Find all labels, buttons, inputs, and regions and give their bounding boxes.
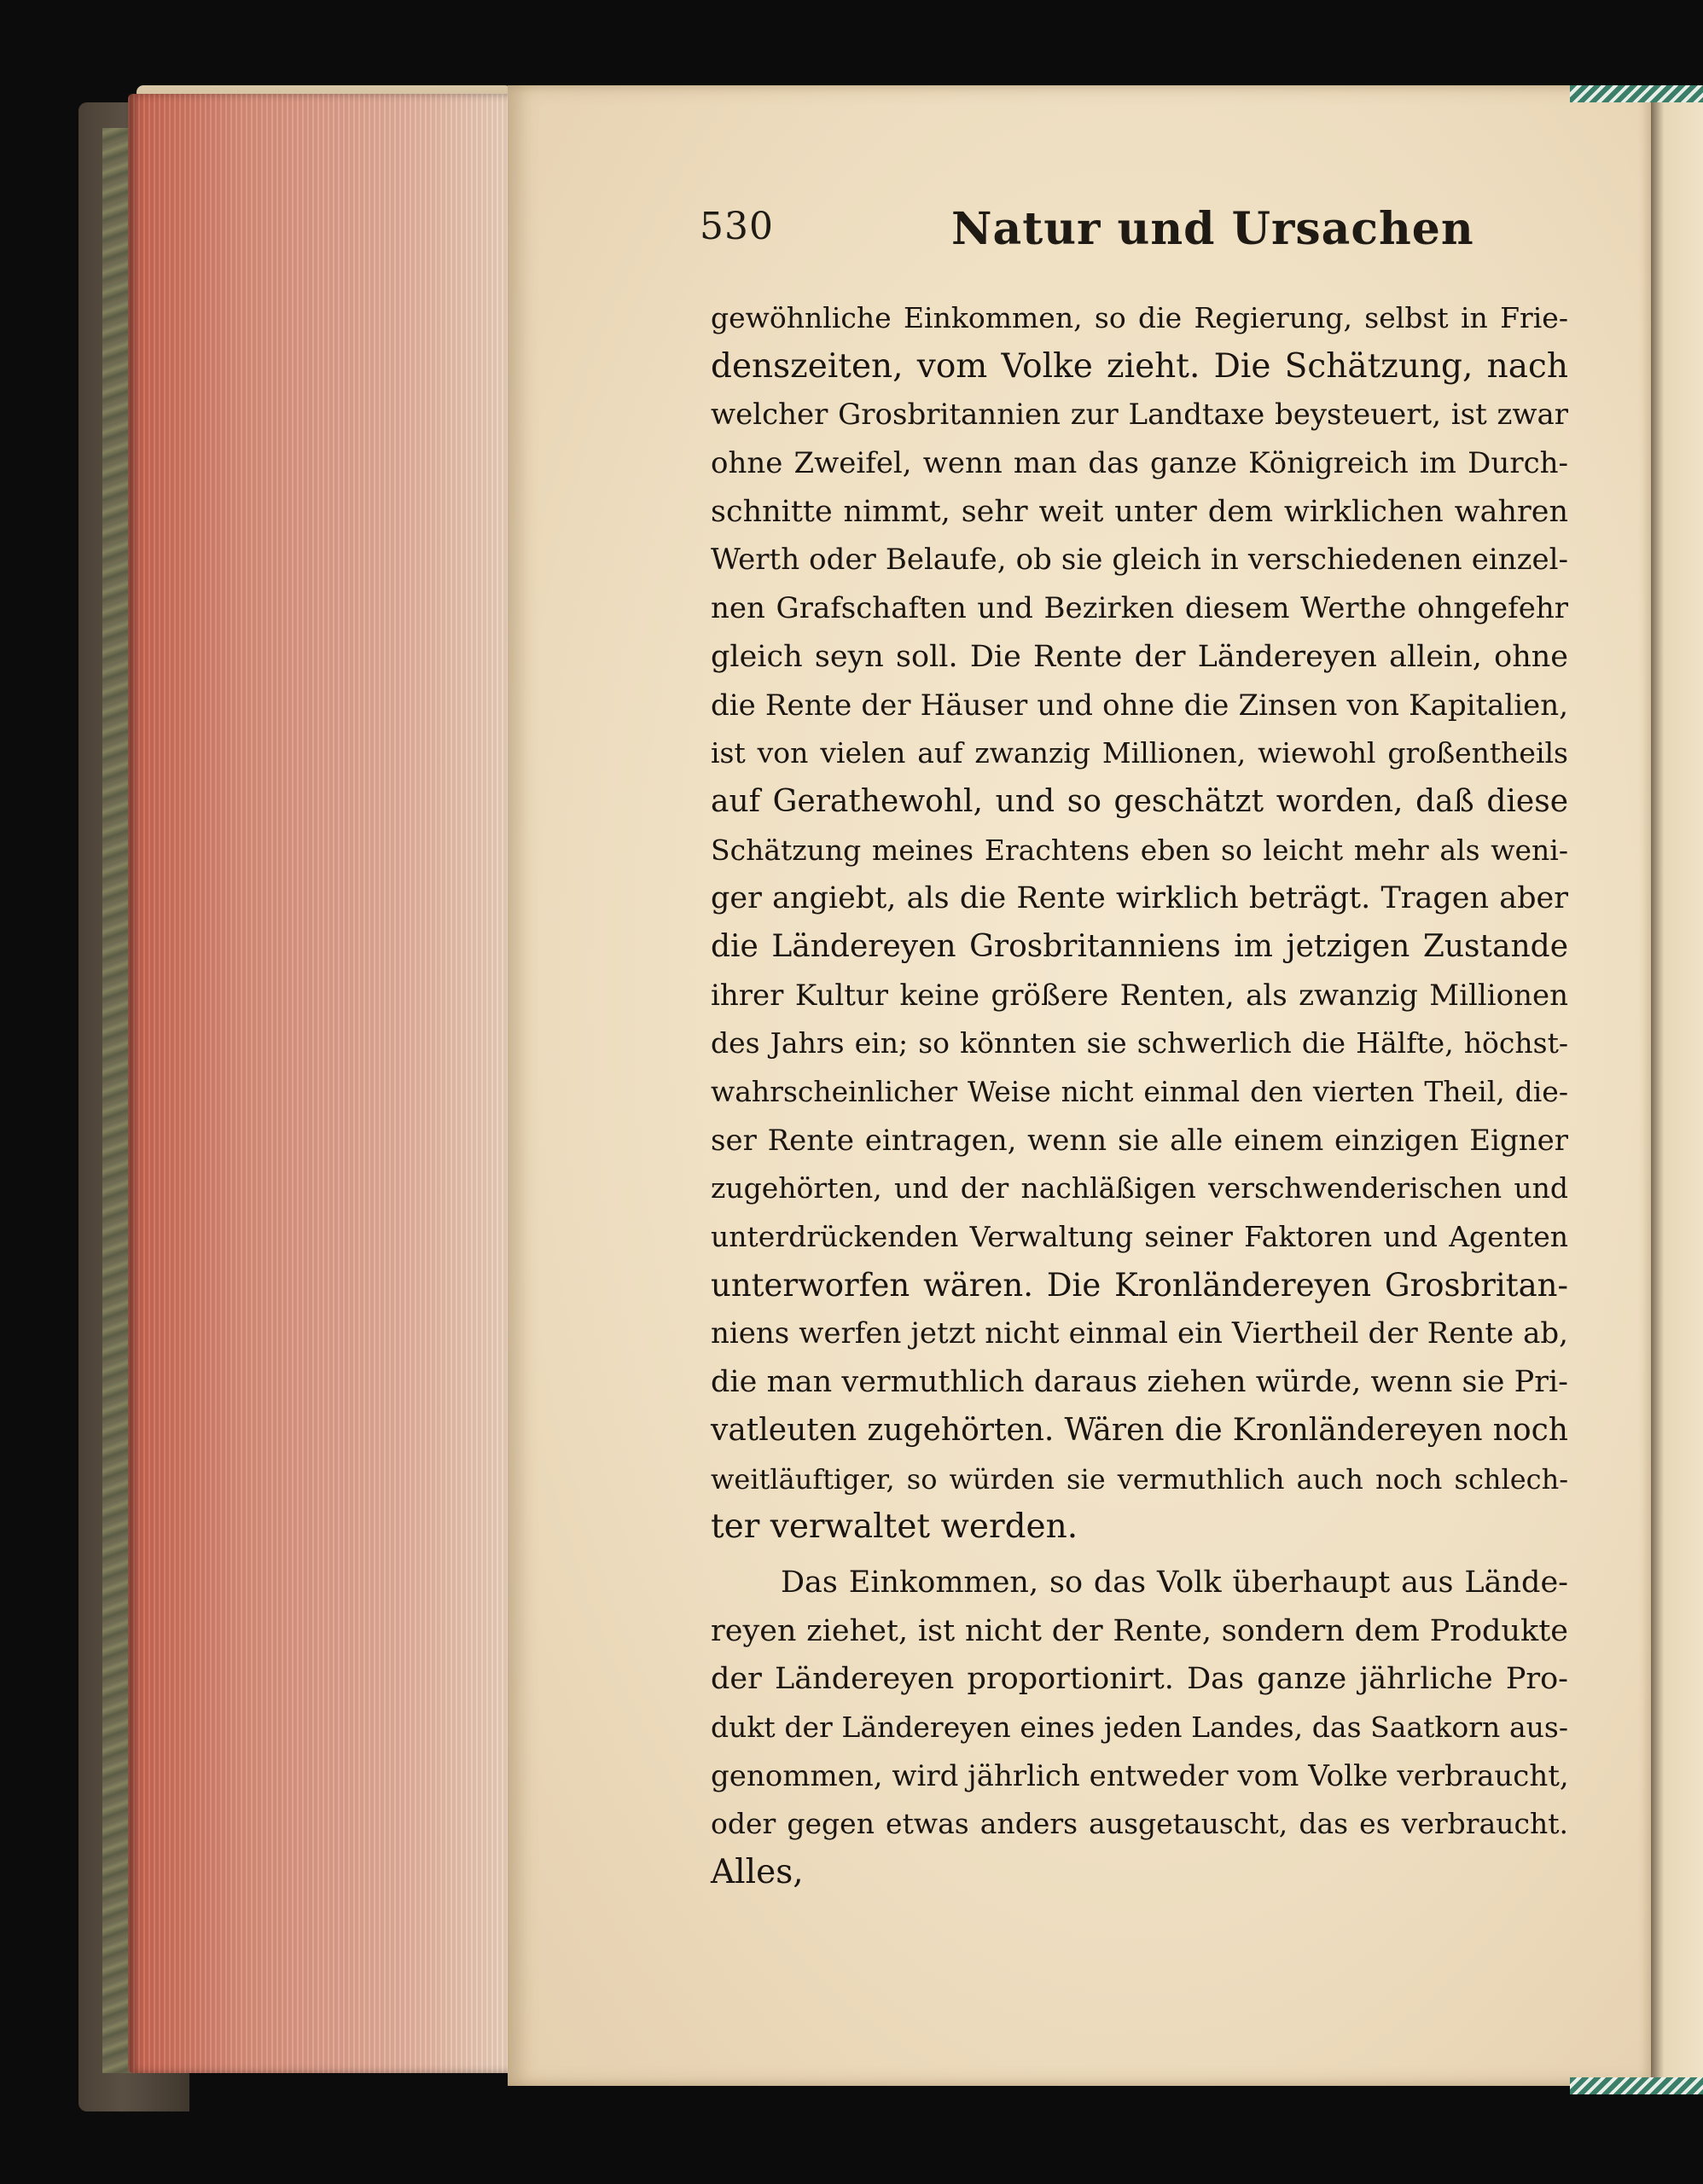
text-line: die man vermuthlich daraus ziehen würde, wenn sie Pri- <box>711 1365 1568 1400</box>
text-line: ser Rente eintragen, wenn sie alle einem einzigen Eigner <box>711 1123 1568 1158</box>
text-line: weitläuftiger, so würden sie vermuthlich auch noch schlech- <box>711 1462 1568 1496</box>
body-text <box>711 294 1568 1897</box>
text-line: wahrscheinlicher Weise nicht einmal den vierten Theil, die- <box>711 1075 1568 1108</box>
running-title: Natur und Ursachen <box>951 203 1474 255</box>
text-line: gleich seyn soll. Die Rente der Ländereyen allein, ohne <box>711 639 1568 674</box>
text-line: die Ländereyen Grosbritanniens im jetzigen Zustande <box>711 928 1568 964</box>
text-line: denszeiten, vom Volke zieht. Die Schätzung, nach <box>711 346 1568 386</box>
text-line: Schätzung meines Erachtens eben so leicht mehr als weni- <box>711 833 1568 867</box>
text-line: auf Gerathewohl, und so geschätzt worden, daß diese <box>711 783 1568 819</box>
text-line: ter verwaltet werden. <box>711 1507 1078 1547</box>
ribbon-top <box>1570 85 1703 102</box>
text-line: der Ländereyen proportionirt. Das ganze jährliche Pro- <box>711 1662 1568 1697</box>
text-line: niens werfen jetzt nicht einmal ein Viertheil der Rente ab, <box>711 1316 1568 1351</box>
text-line: zugehörten, und der nachläßigen verschwenderischen und <box>711 1171 1568 1205</box>
text-line: ist von vielen auf zwanzig Millionen, wiewohl großentheils <box>711 736 1568 770</box>
text-line: dukt der Ländereyen eines jeden Landes, das Saatkorn aus- <box>711 1710 1568 1744</box>
text-line: vatleuten zugehörten. Wären die Kronländereyen noch <box>711 1412 1568 1448</box>
text-line: unterdrückenden Verwaltung seiner Faktoren und Agenten <box>711 1220 1568 1254</box>
page-number: 530 <box>700 205 774 248</box>
text-line: Werth oder Belaufe, ob sie gleich in verschiedenen einzel- <box>711 543 1568 578</box>
text-line: schnitte nimmt, sehr weit unter dem wirklichen wahren <box>711 494 1568 529</box>
text-line: Das Einkommen, so das Volk überhaupt aus Lände- <box>781 1565 1568 1600</box>
text-line: genommen, wird jährlich entweder vom Volke verbraucht, <box>711 1758 1569 1793</box>
text-line: reyen ziehet, ist nicht der Rente, sondern dem Produkte <box>711 1613 1568 1648</box>
text-line: ger angiebt, als die Rente wirklich beträgt. Tragen aber <box>711 881 1568 916</box>
text-line: oder gegen etwas anders ausgetauscht, das es verbraucht. <box>711 1807 1568 1841</box>
facing-page-edge <box>1651 102 1703 2082</box>
text-line: unterworfen wären. Die Kronländereyen Grosbritan- <box>711 1266 1568 1304</box>
text-line: ohne Zweifel, wenn man das ganze Königreich im Durch- <box>711 446 1568 481</box>
catchword: Alles, <box>711 1853 804 1891</box>
page-header <box>700 205 1561 264</box>
ribbon-bottom <box>1570 2077 1703 2094</box>
text-line: nen Grafschaften und Bezirken diesem Werthe ohngefehr <box>711 591 1568 626</box>
text-line: ihrer Kultur keine größere Renten, als zwanzig Millionen <box>711 978 1568 1013</box>
text-line: gewöhnliche Einkommen, so die Regierung, selbst in Frie- <box>711 301 1568 334</box>
text-line: die Rente der Häuser und ohne die Zinsen von Kapitalien, <box>711 688 1568 723</box>
paragraph-gap <box>711 1552 1568 1559</box>
text-line: des Jahrs ein; so könnten sie schwerlich die Hälfte, höchst- <box>711 1026 1568 1060</box>
red-page-edges <box>128 94 508 2073</box>
text-line: welcher Grosbritannien zur Landtaxe beysteuert, ist zwar <box>711 398 1568 433</box>
